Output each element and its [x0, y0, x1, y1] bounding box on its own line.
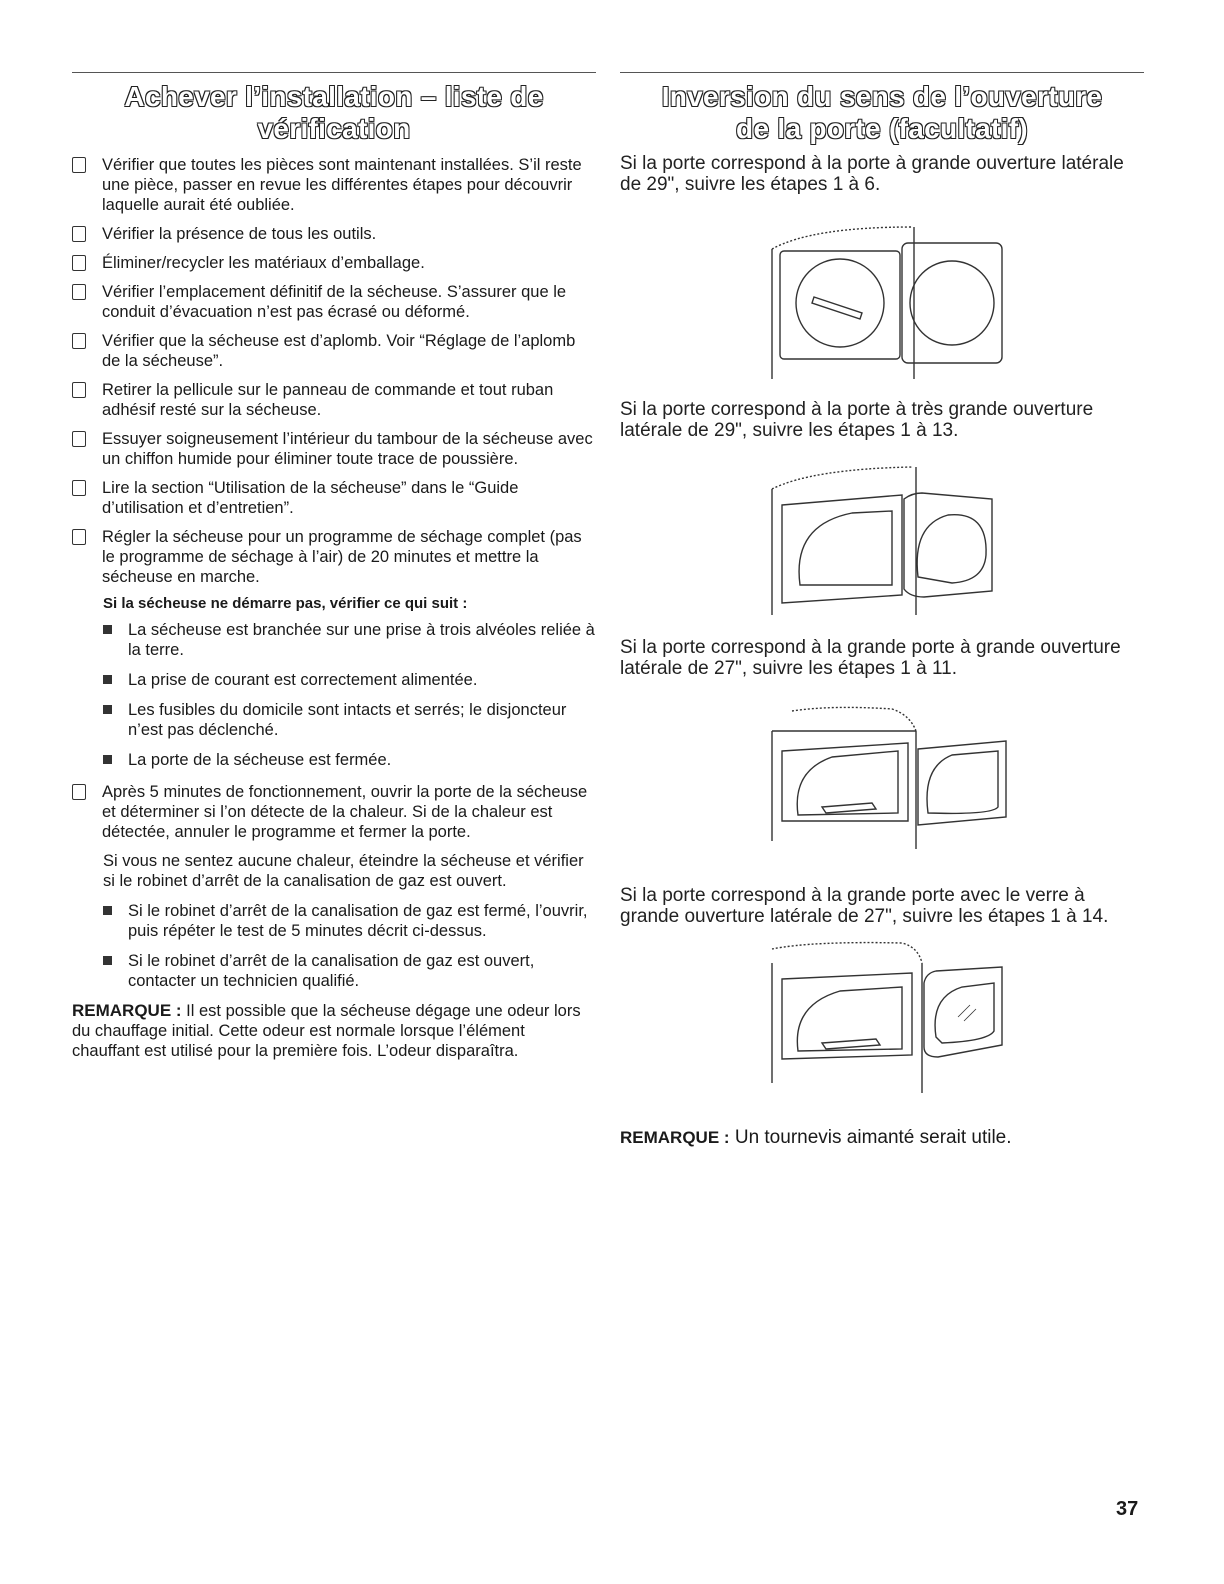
bullet-text: Si le robinet d’arrêt de la canalisation de gaz est ouvert, contacter un technicien qualifié. — [128, 952, 535, 990]
checklist-text: Vérifier l’emplacement définitif de la sécheuse. S’assurer que le conduit d’évacuation n’est pas écrasé ou déformé. — [102, 283, 567, 321]
checklist-text: Lire la section “Utilisation de la sécheuse” dans le “Guide d’utilisation et d’entretien”. — [102, 479, 519, 517]
door-case-text: Si la porte correspond à la porte à très grande ouverture latérale de 29", suivre les étapes 1 à 13. — [620, 399, 1094, 441]
bullet-square-icon — [103, 625, 112, 634]
door-case-text: Si la porte correspond à la porte à grande ouverture latérale de 29", suivre les étapes 1 à 6. — [620, 153, 1124, 195]
note-text: Il est possible que la sécheuse dégage une odeur lors du chauffage initial. Cette odeur est normale lorsque l’élément chauffant est utilisé pour la première fois. L’odeur disparaîtra. — [72, 1002, 581, 1060]
door-case-text: Si la porte correspond à la grande porte avec le verre à grande ouverture latérale de 27", suivre les étapes 1 à 14. — [620, 885, 1109, 927]
title-line: Inversion du sens de l’ouverture — [661, 81, 1103, 112]
dryer-door-29-extra-wide-figure — [752, 455, 1012, 625]
checklist — [72, 155, 596, 587]
bullet-square-icon — [103, 956, 112, 965]
checklist-item — [72, 282, 596, 322]
checkbox-icon — [72, 480, 86, 496]
bullet-square-icon — [103, 705, 112, 714]
checkbox-icon — [72, 284, 86, 300]
dryer-door-27-large-figure — [752, 691, 1012, 861]
checklist-item — [72, 380, 596, 420]
bullet-item — [103, 620, 596, 660]
checklist-item — [72, 429, 596, 469]
no-heat-paragraph: Si vous ne sentez aucune chaleur, éteindre la sécheuse et vérifier si le robinet d’arrêt de la canalisation de gaz est ouvert. — [103, 852, 584, 890]
dryer-door-27-glass-figure — [752, 933, 1012, 1103]
bullet-text: La prise de courant est correctement alimentée. — [128, 671, 478, 689]
bullet-text: Les fusibles du domicile sont intacts et serrés; le disjoncteur n’est pas déclenché. — [128, 701, 567, 739]
checklist-text: Régler la sécheuse pour un programme de séchage complet (pas le programme de séchage à l’air) de 20 minutes et mettre la sécheuse en marche. — [102, 528, 582, 586]
checkbox-icon — [72, 784, 86, 800]
checklist-text: Vérifier la présence de tous les outils. — [102, 225, 377, 243]
bullet-item — [103, 951, 596, 991]
note-label: REMARQUE : — [620, 1128, 730, 1147]
checklist-text: Vérifier que toutes les pièces sont maintenant installées. S’il reste une pièce, passer en revue les différentes étapes pour découvrir laquelle aurait été oubliée. — [102, 156, 582, 214]
note-paragraph — [620, 1127, 1144, 1149]
bullet-text: La sécheuse est branchée sur une prise à trois alvéoles reliée à la terre. — [128, 621, 595, 659]
note-paragraph — [72, 1001, 596, 1061]
bullet-item — [103, 700, 596, 740]
checkbox-icon — [72, 529, 86, 545]
dryer-door-29-wide-figure — [752, 209, 1012, 389]
page-number: 37 — [1116, 1498, 1139, 1520]
checkbox-icon — [72, 226, 86, 242]
checkbox-icon — [72, 382, 86, 398]
checklist-text: Retirer la pellicule sur le panneau de commande et tout ruban adhésif resté sur la sécheuse. — [102, 381, 554, 419]
section-title — [72, 81, 596, 145]
checkbox-icon — [72, 255, 86, 271]
bullet-square-icon — [103, 755, 112, 764]
checklist-item — [72, 253, 596, 273]
bullet-text: Si le robinet d’arrêt de la canalisation de gaz est fermé, l’ouvrir, puis répéter le test de 5 minutes décrit ci-dessus. — [128, 902, 588, 940]
checklist-item — [72, 478, 596, 518]
checklist-text: Éliminer/recycler les matériaux d’emballage. — [102, 254, 425, 272]
checklist-text: Essuyer soigneusement l’intérieur du tambour de la sécheuse avec un chiffon humide pour éliminer toute trace de poussière. — [102, 430, 593, 468]
title-line: vérification — [257, 113, 411, 144]
title-line: Achever l’installation – liste de — [124, 81, 544, 112]
bullet-item — [103, 670, 596, 690]
checkbox-icon — [72, 157, 86, 173]
checkbox-icon — [72, 431, 86, 447]
bullet-item — [103, 901, 596, 941]
checklist-item — [72, 527, 596, 587]
bullet-square-icon — [103, 906, 112, 915]
bullet-text: La porte de la sécheuse est fermée. — [128, 751, 392, 769]
bullet-square-icon — [103, 675, 112, 684]
door-case-text: Si la porte correspond à la grande porte à grande ouverture latérale de 27", suivre les étapes 1 à 11. — [620, 637, 1121, 679]
section-title — [620, 81, 1144, 145]
checklist-item — [72, 224, 596, 244]
checklist-text: Vérifier que la sécheuse est d’aplomb. Voir “Réglage de l’aplomb de la sécheuse”. — [102, 332, 576, 370]
checklist-item — [72, 331, 596, 371]
title-line: de la porte (facultatif) — [736, 113, 1028, 144]
left-column — [72, 72, 596, 1061]
bullet-item — [103, 750, 596, 770]
note-text: Un tournevis aimanté serait utile. — [729, 1127, 1012, 1148]
checklist-text: Après 5 minutes de fonctionnement, ouvrir la porte de la sécheuse et déterminer si l’on détecte de la chaleur. Si de la chaleur est détectée, annuler le programme et fermer la porte. — [102, 783, 588, 841]
checklist-item — [72, 782, 596, 842]
no-start-heading: Si la sécheuse ne démarre pas, vérifier ce qui suit : — [103, 595, 468, 612]
checklist-item — [72, 155, 596, 215]
top-rule — [620, 72, 1144, 73]
checkbox-icon — [72, 333, 86, 349]
right-column — [620, 72, 1144, 1149]
note-label: REMARQUE : — [72, 1001, 182, 1020]
top-rule — [72, 72, 596, 73]
